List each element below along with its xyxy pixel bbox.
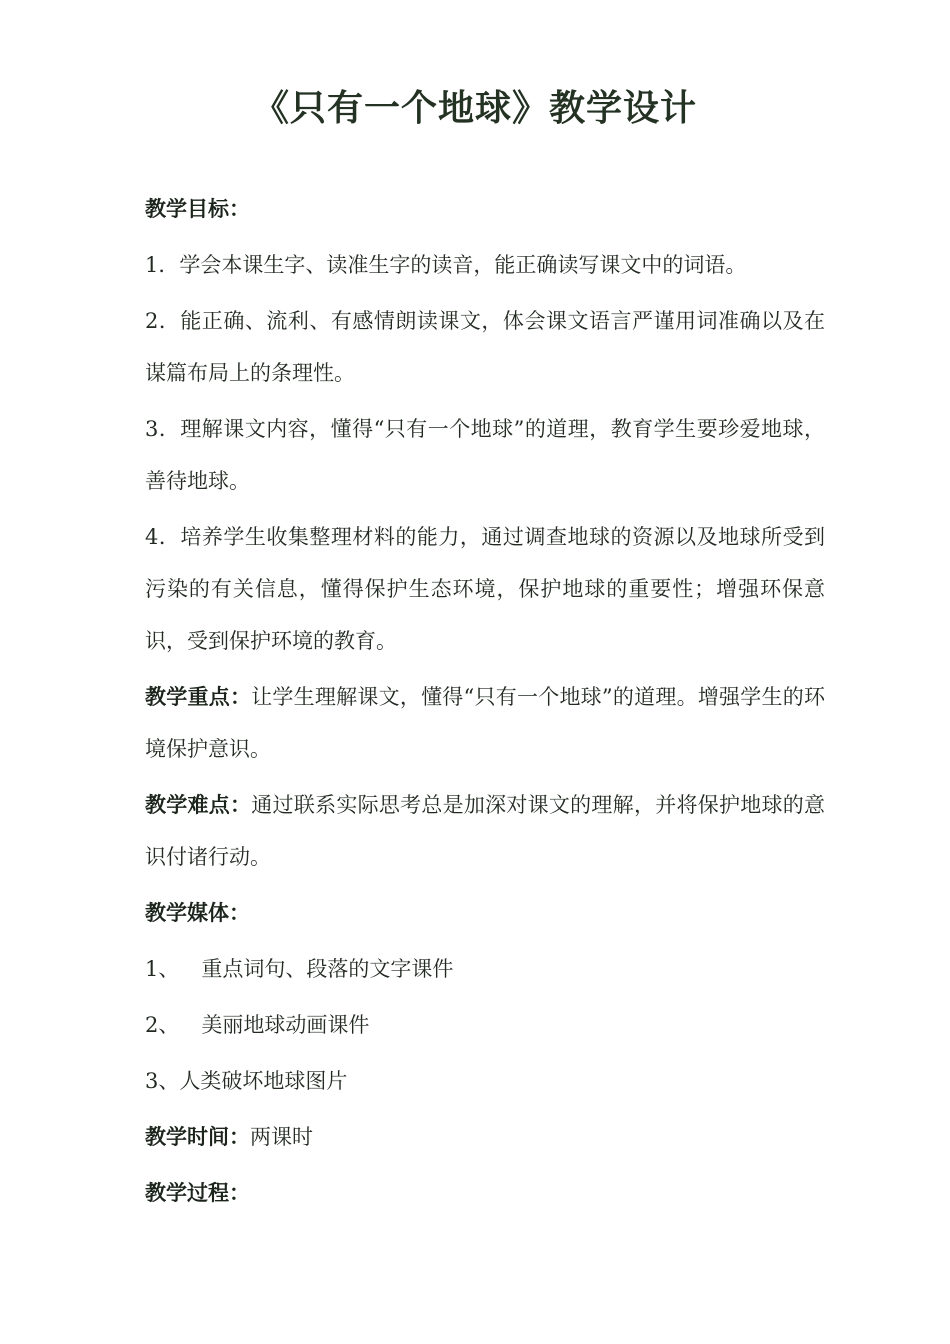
- objective-item: 3．理解课文内容，懂得“只有一个地球”的道理，教育学生要珍爱地球，善待地球。: [145, 417, 825, 493]
- document-title: 《只有一个地球》教学设计: [252, 87, 697, 129]
- difficulty-label: 教学难点：: [145, 792, 252, 817]
- document-body: [145, 183, 825, 1223]
- difficulty-text: 通过联系实际思考总是加深对课文的理解，并将保护地球的意识付诸行动。: [145, 793, 826, 869]
- key-point-paragraph: [145, 671, 825, 775]
- media-item-text: 重点词句、段落的文字课件: [201, 957, 454, 981]
- media-item-number: 1、: [145, 957, 180, 981]
- key-point-label: 教学重点：: [145, 684, 252, 709]
- media-item: [145, 1055, 825, 1107]
- media-item-number: 2、: [145, 1013, 180, 1037]
- media-item-number: 3、: [145, 1069, 180, 1093]
- objective-item: 1．学会本课生字、读准生字的读音，能正确读写课文中的词语。: [145, 253, 747, 277]
- objective-item: 2．能正确、流利、有感情朗读课文，体会课文语言严谨用词准确以及在谋篇布局上的条理性。: [145, 309, 825, 385]
- time-label: 教学时间：: [145, 1124, 250, 1149]
- media-item: [145, 943, 825, 995]
- media-item-text: 人类破坏地球图片: [179, 1069, 348, 1093]
- objectives-heading: 教学目标：: [145, 196, 250, 221]
- media-heading: 教学媒体：: [145, 900, 250, 925]
- difficulty-paragraph: [145, 779, 825, 883]
- objective-item: 4．培养学生收集整理材料的能力，通过调查地球的资源以及地球所受到污染的有关信息，懂得保护生态环境，保护地球的重要性；增强环保意识，受到保护环境的教育。: [145, 525, 825, 653]
- time-text: 两课时: [250, 1125, 313, 1149]
- time-paragraph: [145, 1111, 825, 1163]
- key-point-text: 让学生理解课文，懂得“只有一个地球”的道理。增强学生的环境保护意识。: [145, 685, 825, 761]
- media-item: [145, 999, 825, 1051]
- media-item-text: 美丽地球动画课件: [201, 1013, 370, 1037]
- process-heading: 教学过程：: [145, 1180, 250, 1205]
